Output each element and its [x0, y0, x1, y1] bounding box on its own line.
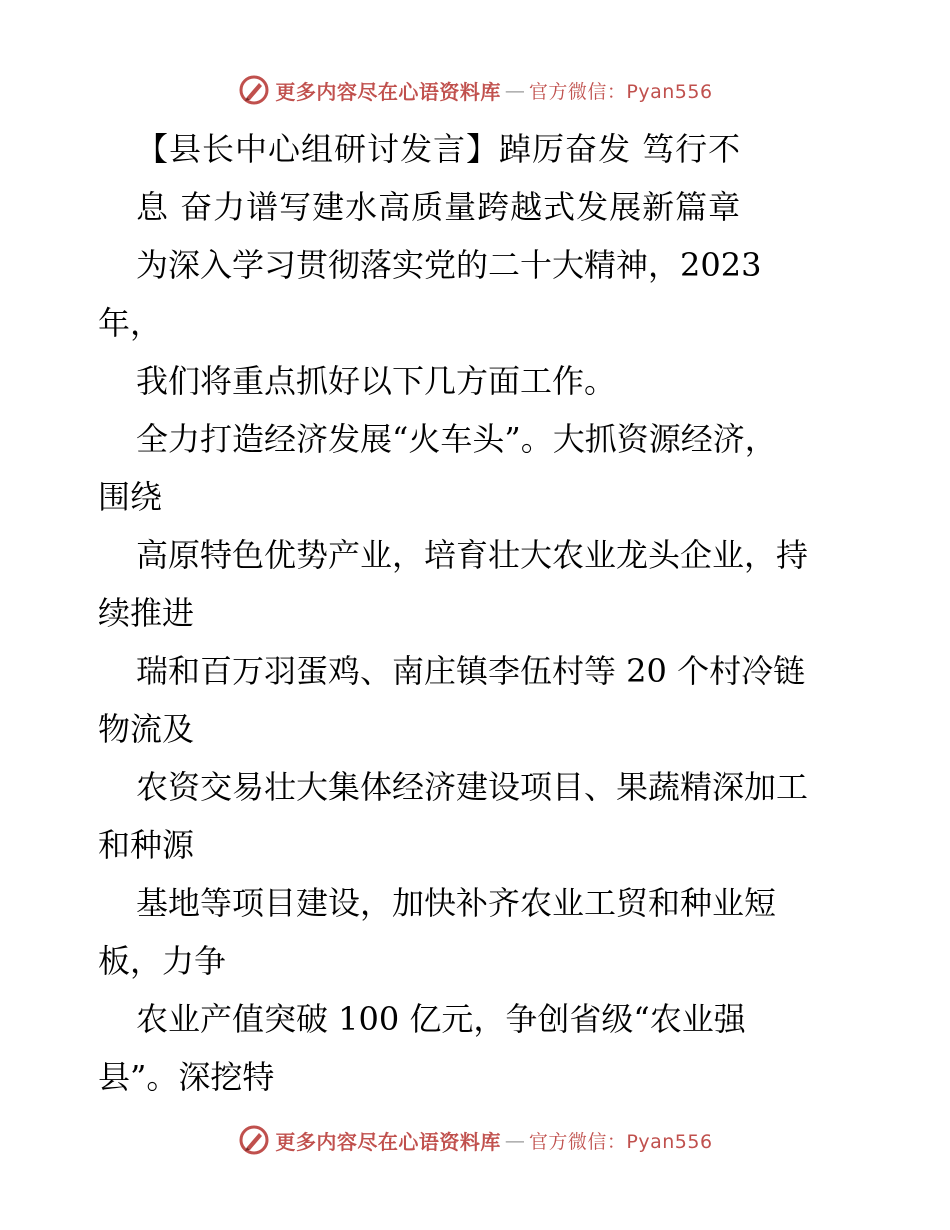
- text-line: 高原特色优势产业，培育壮大农业龙头企业，持: [136, 536, 809, 574]
- watermark-text: 更多内容尽在心语资料库: [275, 79, 501, 104]
- document-title-line-2: 息 奋力谱写建水高质量跨越式发展新篇章: [136, 188, 742, 226]
- text-line: 围绕: [98, 478, 163, 516]
- text-line: 全力打造经济发展“火车头”。大抓资源经济，: [136, 420, 777, 458]
- text-line: 农资交易壮大集体经济建设项目、果蔬精深加工: [136, 768, 809, 806]
- text-line: 基地等项目建设，加快补齐农业工贸和种业短: [136, 884, 777, 922]
- text-line: 瑞和百万羽蛋鸡、南庄镇李伍村等 20 个村冷链: [136, 652, 806, 690]
- watermark-suffix: 官方微信：Pyan556: [528, 80, 713, 103]
- watermark-separator: —: [504, 78, 525, 102]
- document-paragraphs: [98, 236, 868, 1106]
- watermark-text: 更多内容尽在心语资料库: [275, 1129, 501, 1154]
- header-watermark: [0, 70, 950, 110]
- text-line: 板，力争: [98, 942, 227, 980]
- text-line: 我们将重点抓好以下几方面工作。: [136, 362, 617, 400]
- text-line: 农业产值突破 100 亿元，争创省级“农业强: [136, 1000, 746, 1038]
- pen-circle-icon: [237, 1123, 271, 1157]
- text-line: 年，: [98, 304, 163, 342]
- text-line: 为深入学习贯彻落实党的二十大精神，2023: [136, 246, 762, 284]
- watermark-suffix: 官方微信：Pyan556: [528, 1130, 713, 1153]
- document-title-line-1: 【县长中心组研讨发言】踔厉奋发 笃行不: [136, 130, 742, 168]
- text-line: 物流及: [98, 710, 195, 748]
- text-line: 和种源: [98, 826, 195, 864]
- watermark-separator: —: [504, 1128, 525, 1152]
- text-line: 县”。深挖特: [98, 1058, 275, 1096]
- document-body: [98, 120, 868, 1106]
- footer-watermark: [0, 1120, 950, 1160]
- pen-circle-icon: [237, 73, 271, 107]
- text-line: 续推进: [98, 594, 195, 632]
